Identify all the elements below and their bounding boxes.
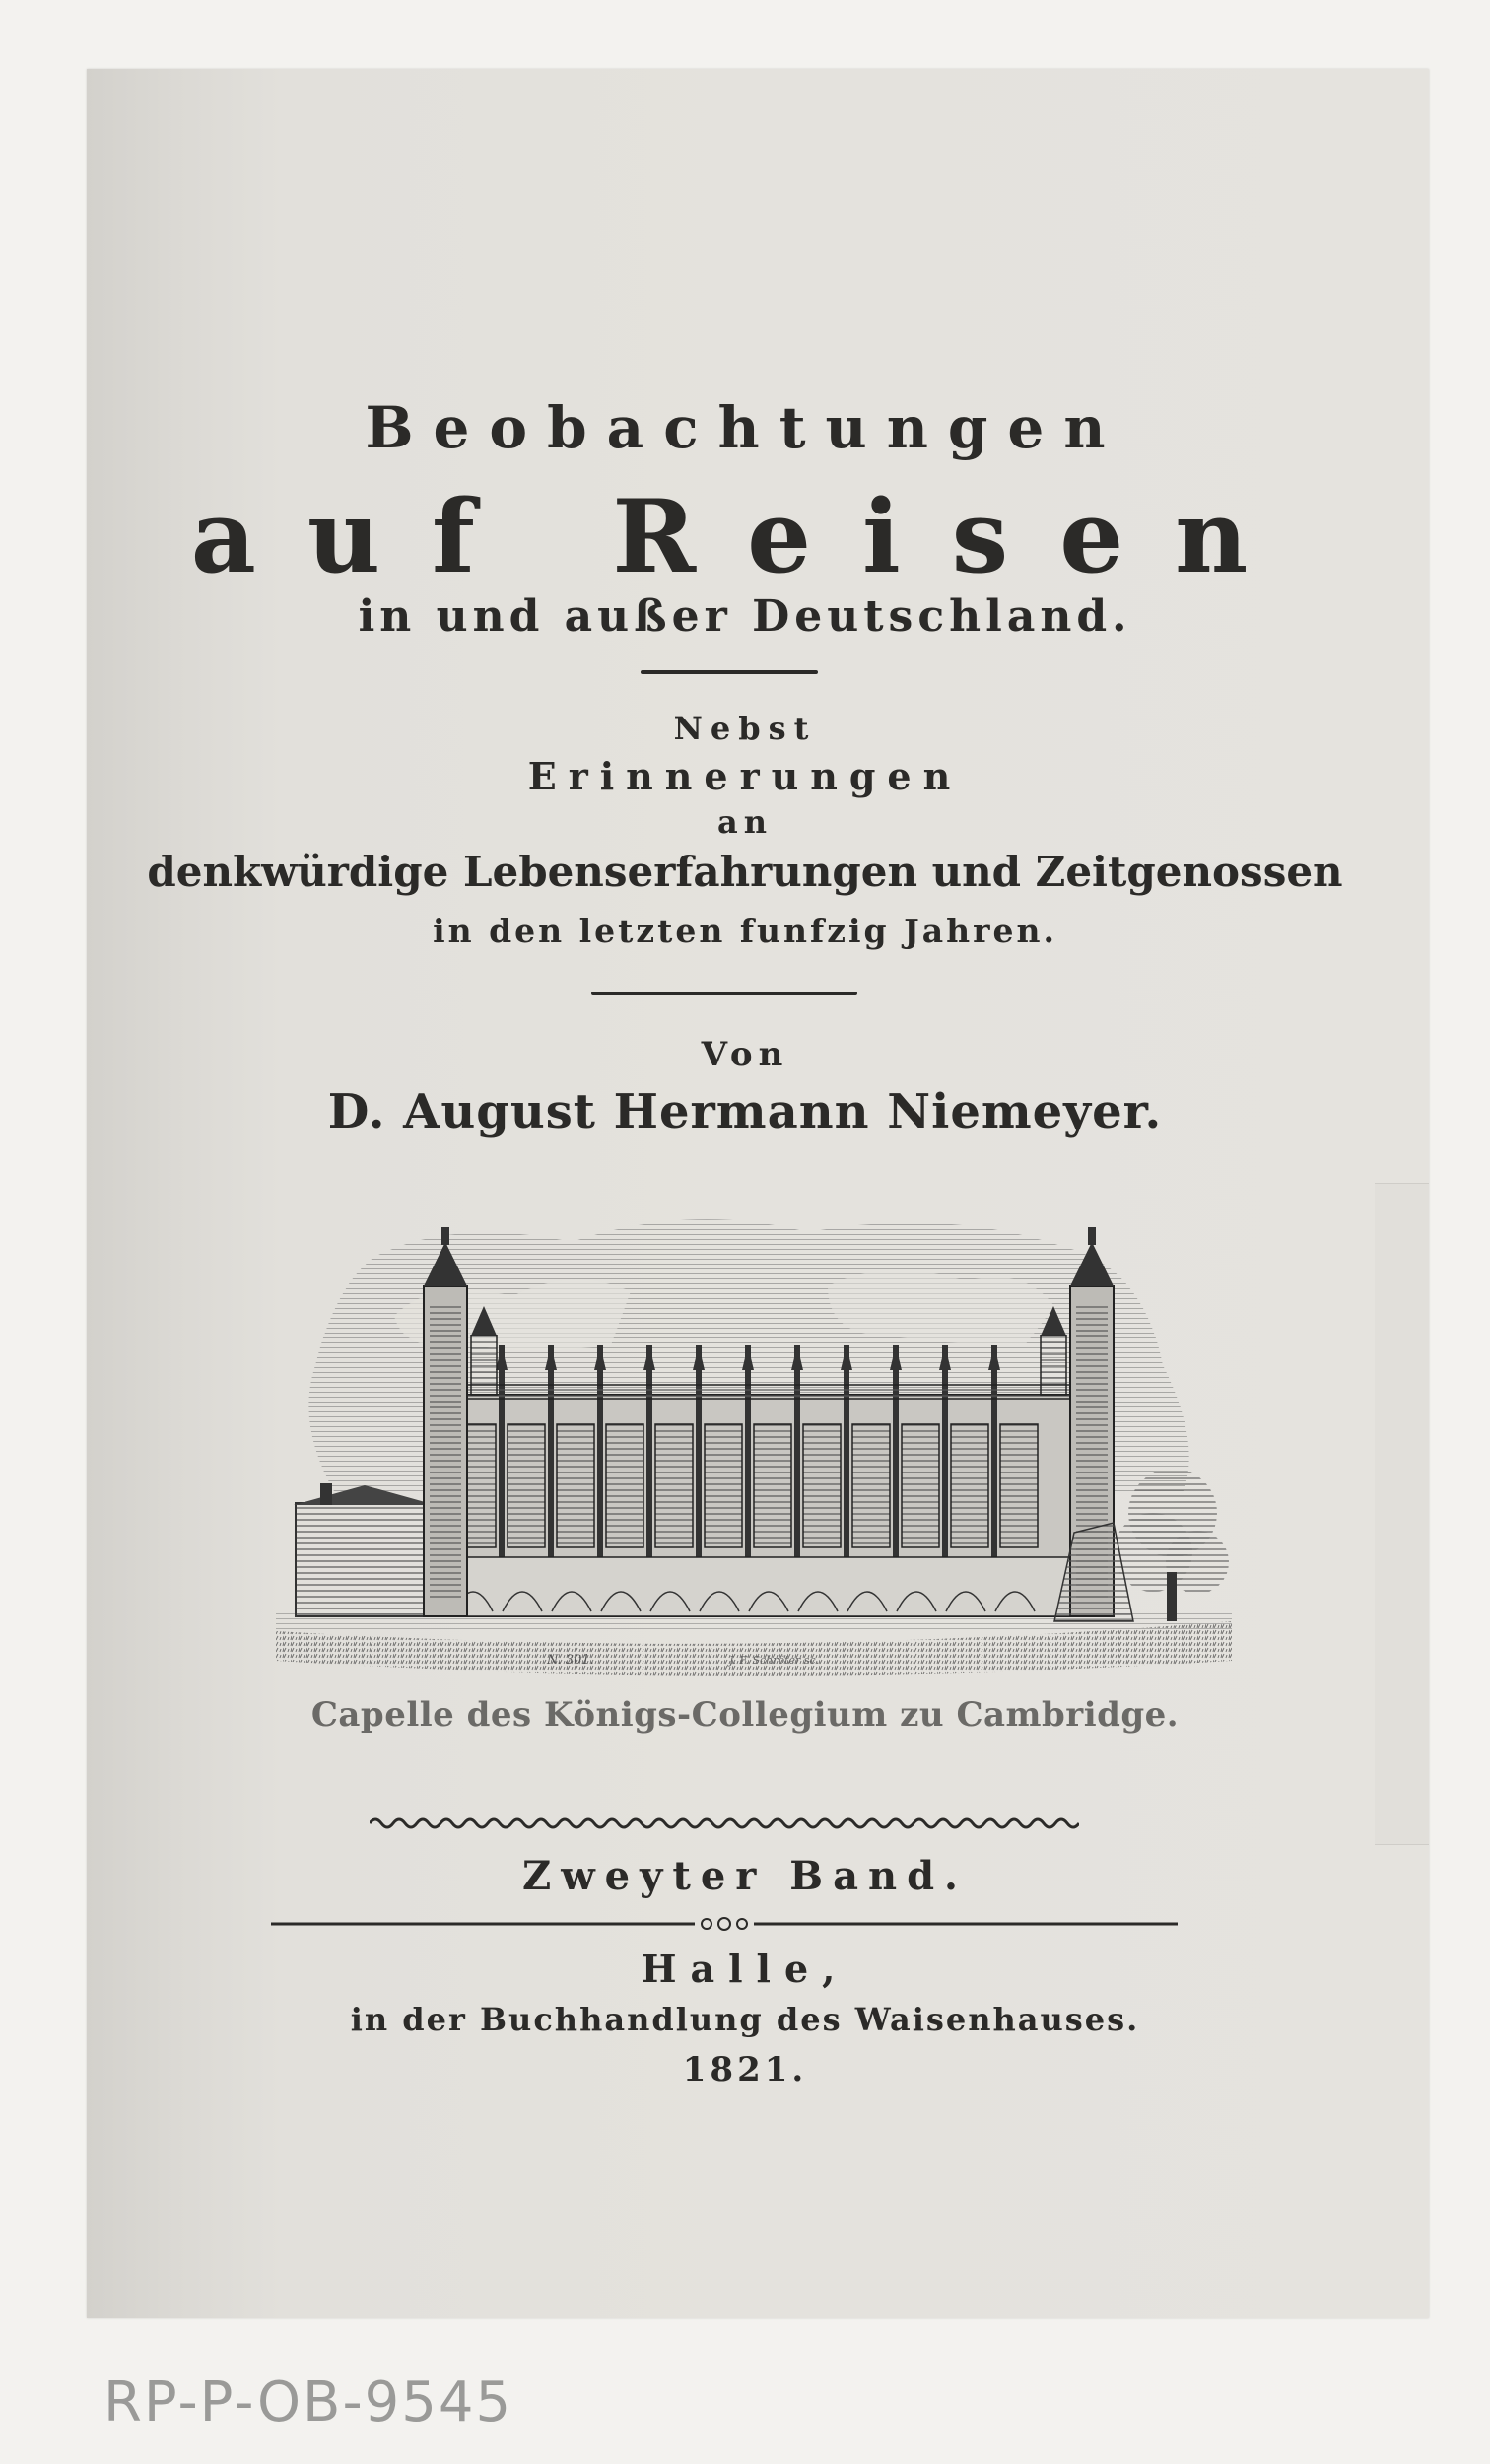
subtitle-line-5: in den letzten funfzig Jahren. (433, 912, 1057, 950)
wavy-divider (370, 1814, 1079, 1833)
divider-rule-2 (591, 992, 857, 995)
illustration-caption: Capelle des Königs-Collegium zu Cambridge. (310, 1695, 1180, 1735)
accession-number: RP-P-OB-9545 (103, 2370, 513, 2434)
title-line-1: Beobachtungen (365, 394, 1125, 461)
paper-edge-overlap (1375, 1183, 1429, 1845)
title-line-2: auf Reisen (190, 478, 1300, 596)
subtitle-line-1: Nebst (673, 710, 817, 747)
subtitle-line-4: denkwürdige Lebenserfahrungen und Zeitgenossen (147, 848, 1343, 896)
plate-number: N. 301. (547, 1653, 594, 1668)
volume-label: Zweyter Band. (522, 1853, 968, 1899)
engraver-signature: J. F. Schröter sc. (729, 1654, 820, 1667)
title-line-3: in und außer Deutschland. (358, 591, 1132, 642)
imprint-city: Halle, (641, 1947, 849, 1991)
author-name: D. August Hermann Niemeyer. (327, 1084, 1163, 1139)
ornamental-divider (271, 1914, 1178, 1934)
author-prefix: Von (701, 1035, 789, 1074)
imprint-year: 1821. (682, 2050, 808, 2089)
subtitle-line-2: Erinnerungen (527, 754, 963, 798)
divider-rule-1 (641, 670, 818, 674)
subtitle-line-3: an (717, 803, 773, 841)
imprint-publisher: in der Buchhandlung des Waisenhauses. (350, 2001, 1140, 2038)
chapel-engraving (276, 1198, 1232, 1680)
